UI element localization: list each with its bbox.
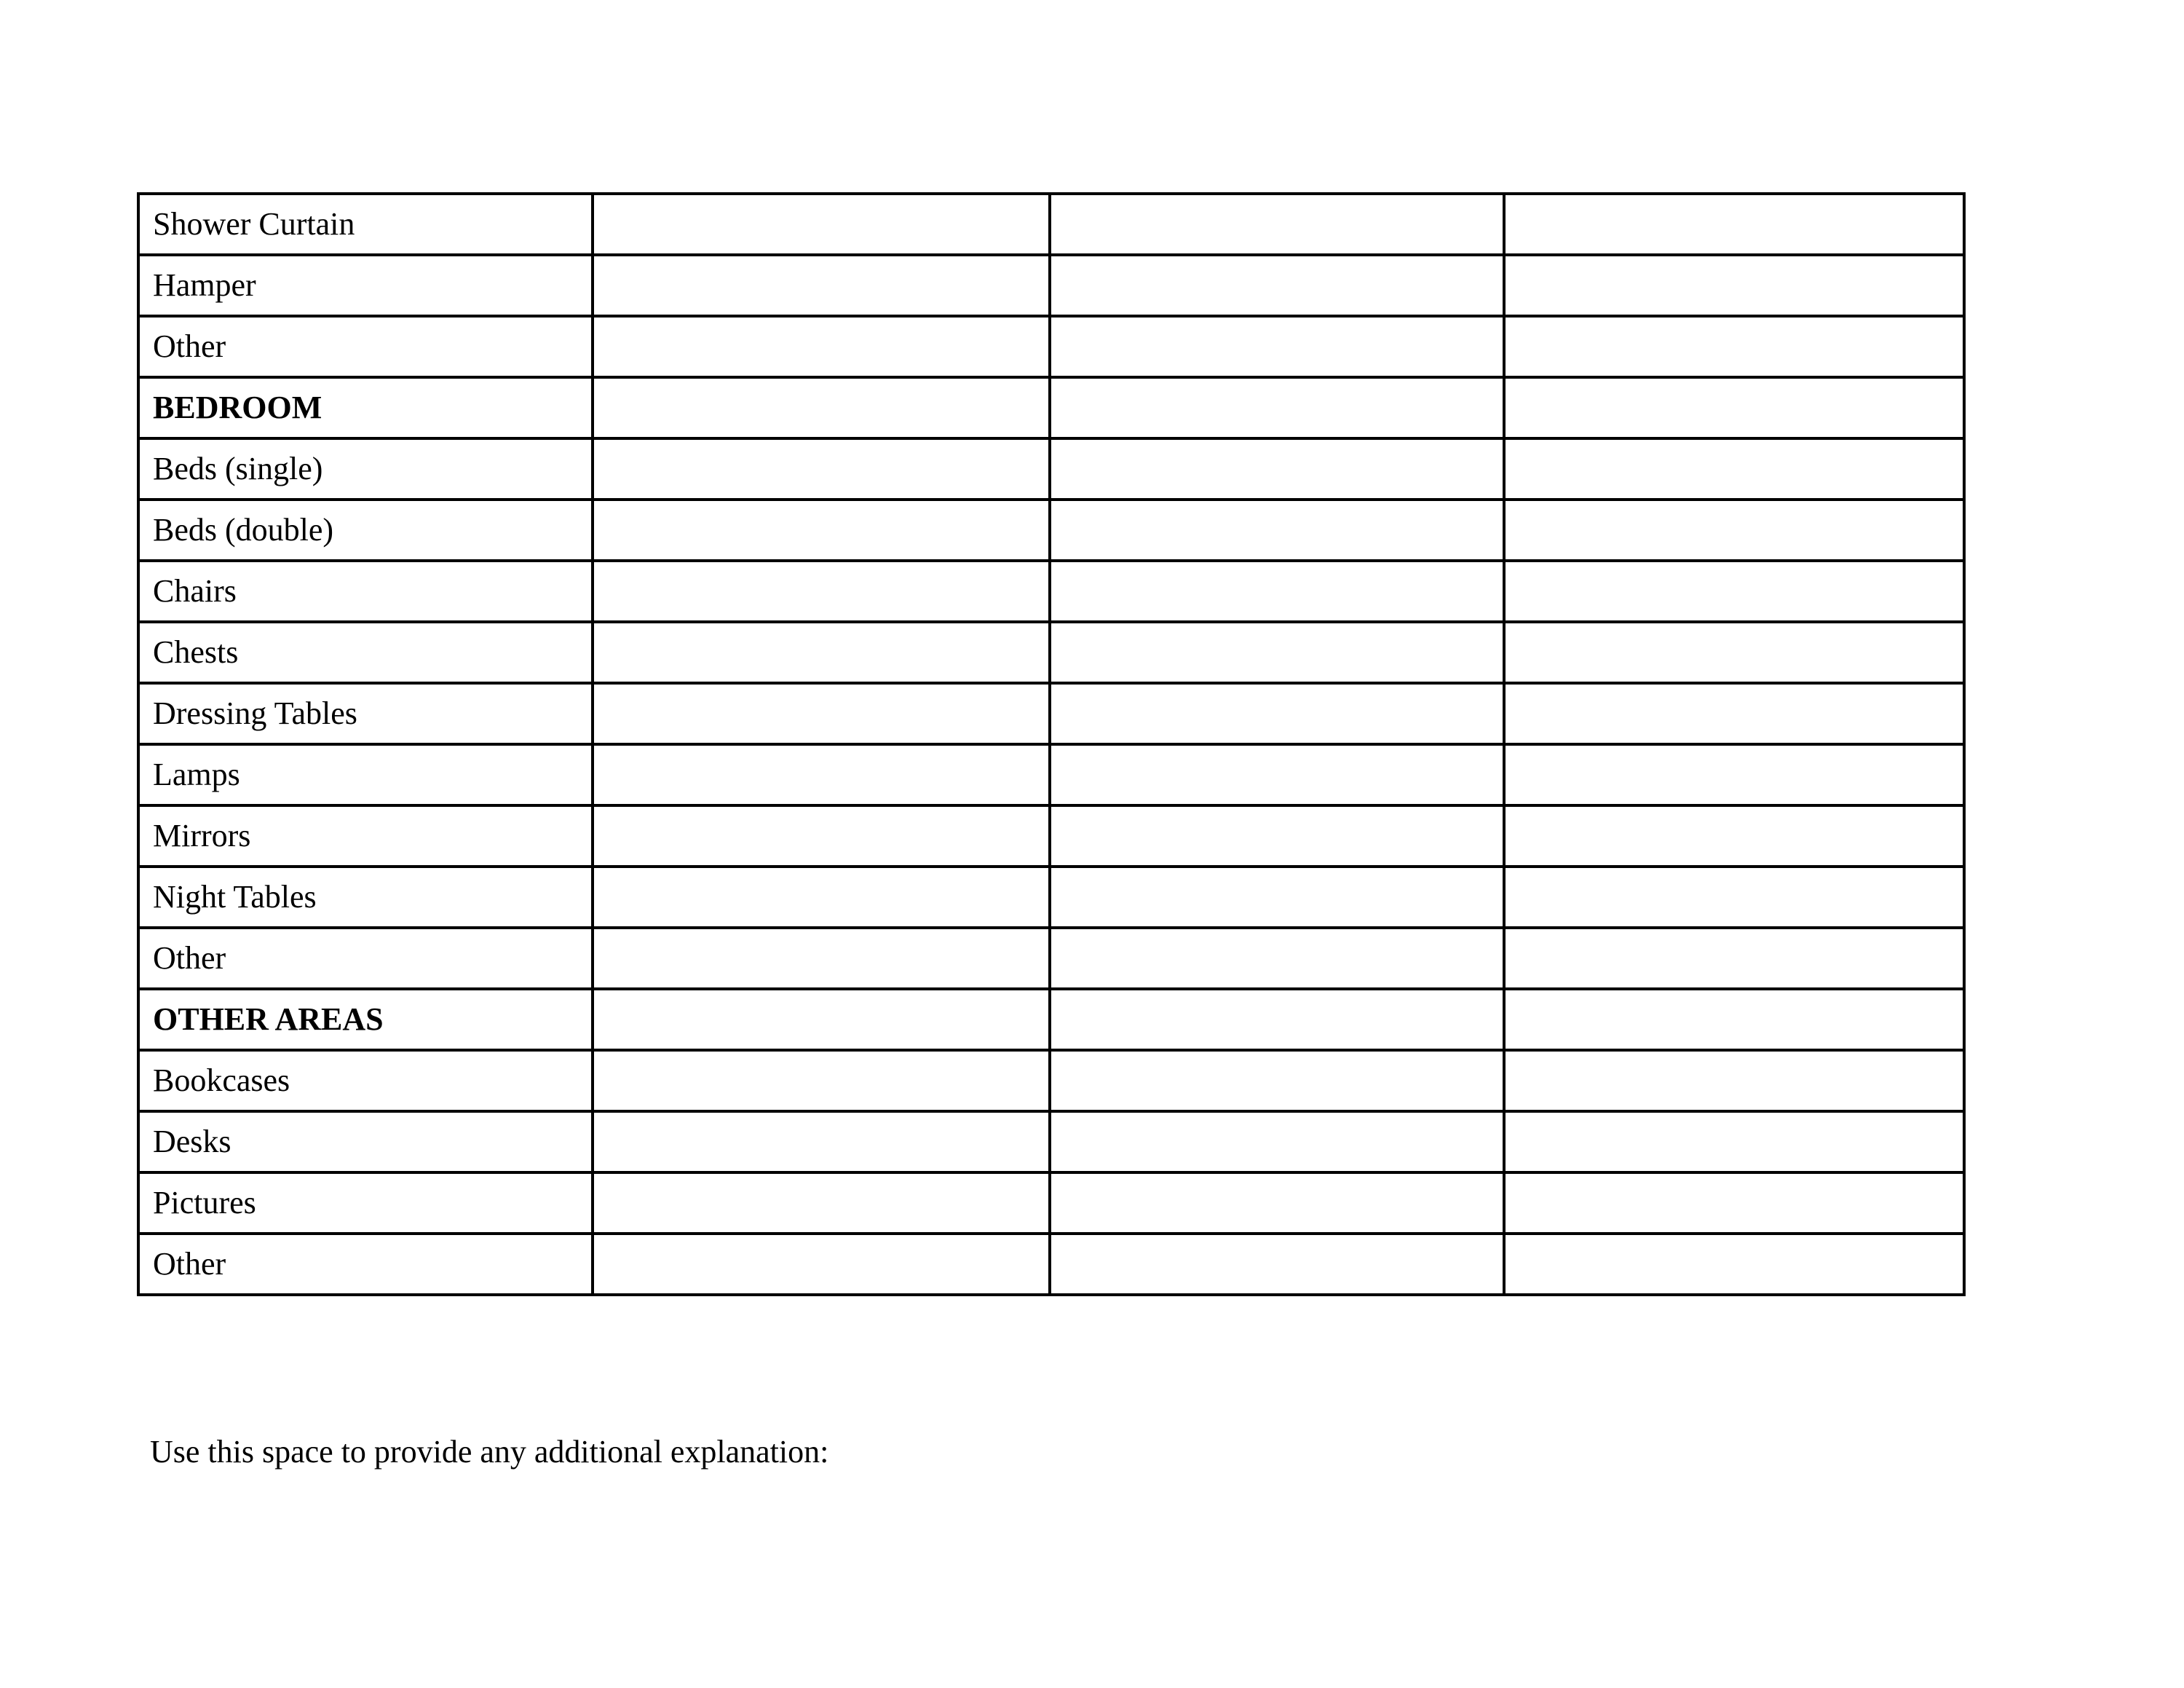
blank-entry-cell[interactable] <box>1504 1172 1964 1234</box>
blank-entry-cell[interactable] <box>1050 438 1504 500</box>
table-row <box>138 316 1964 377</box>
blank-entry-cell[interactable] <box>1504 622 1964 683</box>
blank-entry-cell[interactable] <box>1050 805 1504 867</box>
blank-entry-cell[interactable] <box>593 438 1050 500</box>
blank-entry-cell[interactable] <box>593 561 1050 622</box>
item-label: Other <box>138 928 593 989</box>
inventory-table-body <box>138 194 1964 1295</box>
blank-entry-cell[interactable] <box>1504 928 1964 989</box>
additional-explanation-prompt: Use this space to provide any additional explanation: <box>150 1434 829 1470</box>
blank-entry-cell[interactable] <box>593 500 1050 561</box>
blank-entry-cell[interactable] <box>593 1111 1050 1172</box>
item-label: Night Tables <box>138 867 593 928</box>
section-header-label: BEDROOM <box>138 377 593 438</box>
blank-entry-cell[interactable] <box>1050 989 1504 1050</box>
blank-entry-cell[interactable] <box>593 805 1050 867</box>
blank-entry-cell[interactable] <box>593 1234 1050 1295</box>
blank-entry-cell[interactable] <box>1504 438 1964 500</box>
blank-entry-cell[interactable] <box>1504 561 1964 622</box>
table-row <box>138 438 1964 500</box>
blank-entry-cell[interactable] <box>1050 928 1504 989</box>
table-row <box>138 622 1964 683</box>
blank-entry-cell[interactable] <box>1050 683 1504 744</box>
blank-entry-cell[interactable] <box>593 316 1050 377</box>
inventory-table <box>137 192 1966 1296</box>
blank-entry-cell[interactable] <box>1504 316 1964 377</box>
table-row <box>138 867 1964 928</box>
blank-entry-cell[interactable] <box>593 1172 1050 1234</box>
table-row <box>138 805 1964 867</box>
item-label: Chairs <box>138 561 593 622</box>
blank-entry-cell[interactable] <box>1050 1234 1504 1295</box>
item-label: Dressing Tables <box>138 683 593 744</box>
blank-entry-cell[interactable] <box>1050 316 1504 377</box>
table-row <box>138 1172 1964 1234</box>
table-row <box>138 744 1964 805</box>
blank-entry-cell[interactable] <box>1050 255 1504 316</box>
table-row <box>138 194 1964 255</box>
blank-entry-cell[interactable] <box>593 867 1050 928</box>
blank-entry-cell[interactable] <box>1050 500 1504 561</box>
item-label: Other <box>138 1234 593 1295</box>
blank-entry-cell[interactable] <box>593 194 1050 255</box>
table-row <box>138 561 1964 622</box>
section-header-row <box>138 989 1964 1050</box>
blank-entry-cell[interactable] <box>593 989 1050 1050</box>
blank-entry-cell[interactable] <box>1504 744 1964 805</box>
item-label: Other <box>138 316 593 377</box>
table-row <box>138 1234 1964 1295</box>
blank-entry-cell[interactable] <box>1504 683 1964 744</box>
blank-entry-cell[interactable] <box>1050 377 1504 438</box>
item-label: Chests <box>138 622 593 683</box>
blank-entry-cell[interactable] <box>593 255 1050 316</box>
blank-entry-cell[interactable] <box>1504 989 1964 1050</box>
blank-entry-cell[interactable] <box>1504 1111 1964 1172</box>
blank-entry-cell[interactable] <box>1050 561 1504 622</box>
table-row <box>138 1111 1964 1172</box>
item-label: Shower Curtain <box>138 194 593 255</box>
table-row <box>138 928 1964 989</box>
blank-entry-cell[interactable] <box>593 377 1050 438</box>
blank-entry-cell[interactable] <box>1050 1050 1504 1111</box>
table-row <box>138 500 1964 561</box>
section-header-label: OTHER AREAS <box>138 989 593 1050</box>
blank-entry-cell[interactable] <box>1504 1234 1964 1295</box>
item-label: Beds (single) <box>138 438 593 500</box>
blank-entry-cell[interactable] <box>1050 1111 1504 1172</box>
blank-entry-cell[interactable] <box>1504 805 1964 867</box>
blank-entry-cell[interactable] <box>1504 1050 1964 1111</box>
blank-entry-cell[interactable] <box>593 928 1050 989</box>
blank-entry-cell[interactable] <box>1050 867 1504 928</box>
blank-entry-cell[interactable] <box>593 683 1050 744</box>
item-label: Hamper <box>138 255 593 316</box>
item-label: Pictures <box>138 1172 593 1234</box>
table-row <box>138 1050 1964 1111</box>
blank-entry-cell[interactable] <box>1504 867 1964 928</box>
blank-entry-cell[interactable] <box>1504 377 1964 438</box>
section-header-row <box>138 377 1964 438</box>
blank-entry-cell[interactable] <box>1504 194 1964 255</box>
table-row <box>138 683 1964 744</box>
blank-entry-cell[interactable] <box>593 744 1050 805</box>
item-label: Bookcases <box>138 1050 593 1111</box>
blank-entry-cell[interactable] <box>1050 1172 1504 1234</box>
blank-entry-cell[interactable] <box>593 1050 1050 1111</box>
blank-entry-cell[interactable] <box>1050 622 1504 683</box>
item-label: Mirrors <box>138 805 593 867</box>
item-label: Desks <box>138 1111 593 1172</box>
blank-entry-cell[interactable] <box>593 622 1050 683</box>
item-label: Lamps <box>138 744 593 805</box>
item-label: Beds (double) <box>138 500 593 561</box>
blank-entry-cell[interactable] <box>1504 255 1964 316</box>
blank-entry-cell[interactable] <box>1504 500 1964 561</box>
blank-entry-cell[interactable] <box>1050 194 1504 255</box>
blank-entry-cell[interactable] <box>1050 744 1504 805</box>
table-row <box>138 255 1964 316</box>
